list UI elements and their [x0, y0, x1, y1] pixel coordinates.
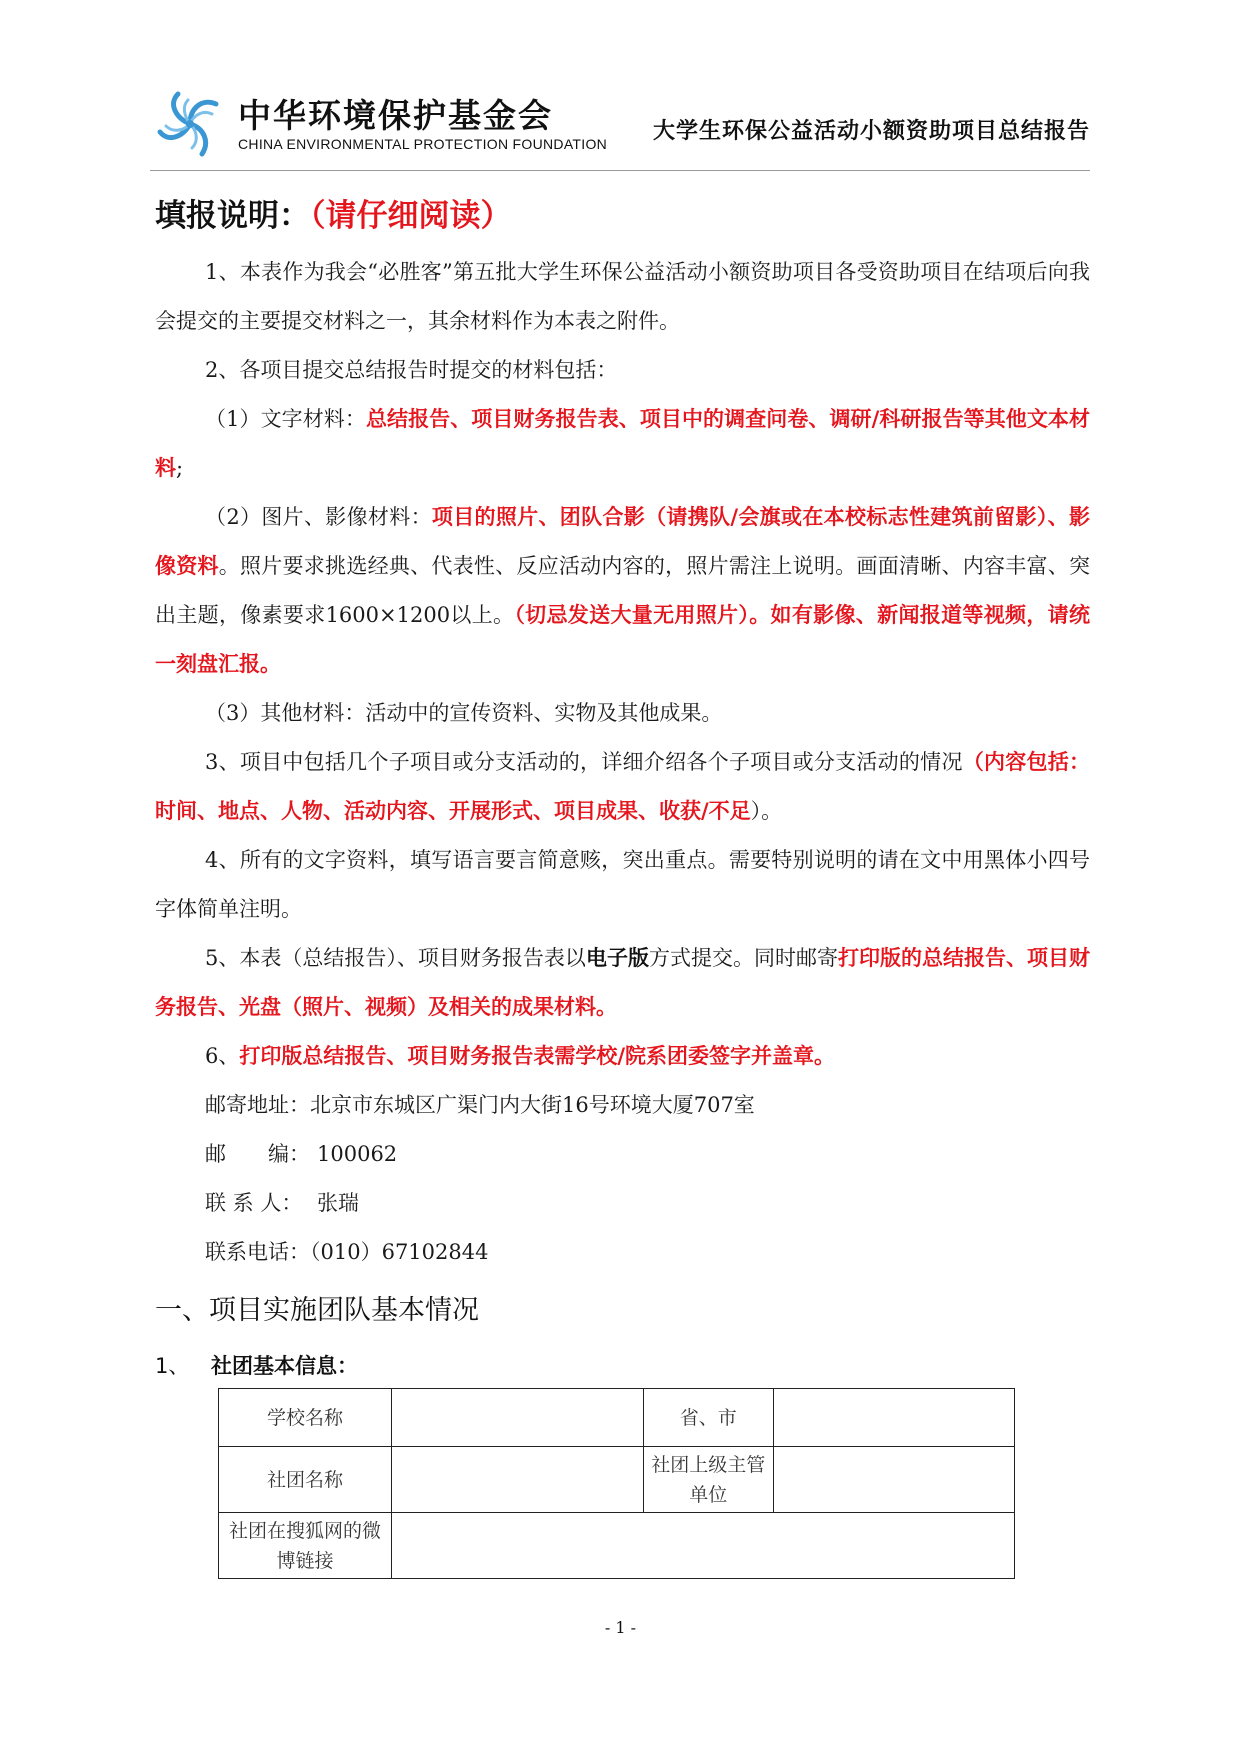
instruction-5-electronic: 电子版 — [585, 946, 649, 970]
text-materials-label: （1）文字材料： — [205, 407, 366, 431]
club-superior-field[interactable] — [773, 1447, 1014, 1513]
instruction-item-3 — [155, 738, 1090, 836]
table-row — [219, 1447, 1015, 1513]
instruction-item-5 — [155, 934, 1090, 1032]
club-name-label: 社团名称 — [219, 1447, 392, 1513]
organization-name-cn: 中华环境保护基金会 — [238, 96, 553, 135]
swirl-logo-icon — [154, 88, 226, 160]
table-row — [219, 1513, 1015, 1579]
club-name-field[interactable] — [392, 1447, 644, 1513]
instruction-3-suffix: ）。 — [750, 799, 783, 823]
province-city-field[interactable] — [773, 1389, 1014, 1447]
instruction-3-content-list: （内容包括：时间、地点、人物、活动内容、开展形式、项目成果、收获/不足 — [155, 750, 1091, 823]
school-name-field[interactable] — [392, 1389, 644, 1447]
image-materials-list: 项目的照片、团队合影（请携队/会旗或在本校标志性建筑前留影）、影像资料 — [155, 505, 1090, 578]
address-label: 邮寄地址： — [205, 1093, 310, 1117]
instructions-heading — [155, 192, 1090, 240]
instructions-heading-label: 填报说明： — [155, 198, 310, 234]
postcode-value: 100062 — [317, 1142, 398, 1166]
instruction-item-4 — [155, 836, 1090, 934]
instructions-section — [155, 192, 1090, 1391]
instruction-4-font-note: 黑体小四号字体 — [155, 848, 1091, 921]
instruction-item-image-materials — [155, 493, 1090, 689]
instruction-5-printed-materials: 打印版的总结报告、项目财务报告、光盘（照片、视频）及相关的成果材料。 — [155, 946, 1091, 1019]
postcode-label: 邮 编： — [205, 1142, 310, 1166]
phone-value: （010）67102844 — [310, 1240, 489, 1264]
address-value: 北京市东城区广渠门内大街16号环境大厦707室 — [310, 1093, 755, 1117]
text-materials-list: 总结报告、项目财务报告表、项目中的调查问卷、调研/科研报告等其他文本材料 — [155, 407, 1090, 480]
school-name-label: 学校名称 — [219, 1389, 392, 1447]
club-weibo-field[interactable] — [392, 1513, 1015, 1579]
table-row — [219, 1389, 1015, 1447]
section-title: 一、项目实施团队基本情况 — [155, 1295, 479, 1326]
instruction-5-mid: 方式提交。同时邮寄 — [648, 946, 838, 970]
contact-address — [155, 1081, 1090, 1130]
instruction-item-2: 2、各项目提交总结报告时提交的材料包括： — [205, 358, 618, 382]
instruction-4-suffix: 简单注明。 — [197, 897, 302, 921]
page-number: - 1 - — [604, 1618, 637, 1637]
image-materials-label: （2）图片、影像材料： — [205, 505, 432, 529]
instruction-item-6 — [155, 1032, 1090, 1081]
contact-postcode — [155, 1130, 1090, 1179]
subsection-number: 1、 — [155, 1354, 190, 1378]
organization-name-en: CHINA ENVIRONMENTAL PROTECTION FOUNDATION — [238, 136, 608, 152]
image-materials-requirements: 。照片要求挑选经典、代表性、反应活动内容的，照片需注上说明。画面清晰、内容丰富、突出主题，像素要求1600×1200以上。 — [155, 554, 1091, 627]
club-superior-label: 社团上级主管单位 — [643, 1447, 773, 1513]
phone-label: 联系电话： — [205, 1240, 310, 1264]
club-weibo-label: 社团在搜狐网的微博链接 — [219, 1513, 392, 1579]
instruction-6-text: 打印版总结报告、项目财务报告表需学校/院系团委签字并盖章。 — [239, 1044, 836, 1068]
text-materials-suffix: ; — [176, 456, 184, 480]
instruction-3-text: 3、项目中包括几个子项目或分支活动的，详细介绍各个子项目或分支活动的情况 — [205, 750, 963, 774]
subsection-title — [155, 1351, 1090, 1381]
instruction-item-1: 1、本表作为我会“必胜客”第五批大学生环保公益活动小额资助项目各受资助项目在结项后向我会提交的主要提交材料之一，其余材料作为本表之附件。 — [155, 260, 1090, 333]
person-label: 联 系 人： — [205, 1191, 303, 1215]
contact-person — [155, 1179, 1090, 1228]
instruction-6-number: 6、 — [205, 1044, 240, 1068]
instruction-4-text: 4、所有的文字资料，填写语言要言简意赅，突出重点。需要特别说明的请在文中用 — [205, 848, 984, 872]
person-value: 张瑞 — [317, 1191, 359, 1215]
instructions-heading-note: （请仔细阅读） — [310, 198, 512, 234]
province-city-label: 省、市 — [643, 1389, 773, 1447]
image-materials-warning: （切忌发送大量无用照片）。如有影像、新闻报道等视频，请统一刻盘汇报。 — [155, 603, 1091, 676]
instruction-item-text-materials — [155, 395, 1090, 493]
instruction-5-text: 5、本表（总结报告）、项目财务报告表以 — [205, 946, 586, 970]
instruction-item-other-materials: （3）其他材料：活动中的宣传资料、实物及其他成果。 — [205, 701, 723, 725]
club-info-table — [218, 1388, 1015, 1579]
header-divider — [150, 170, 1090, 171]
subsection-label: 社团基本信息： — [211, 1354, 358, 1378]
contact-phone — [155, 1228, 1090, 1277]
report-title: 大学生环保公益活动小额资助项目总结报告 — [652, 119, 1090, 144]
page-header — [150, 84, 1090, 164]
